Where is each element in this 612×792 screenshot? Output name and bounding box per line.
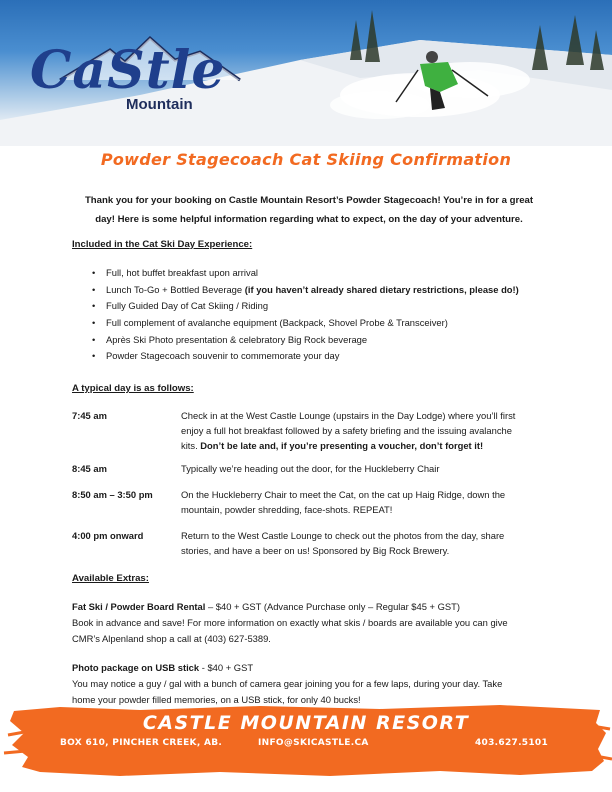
- extra-line: CMR’s Alpenland shop a call at (403) 627-5389.: [72, 633, 271, 645]
- schedule-heading: A typical day is as follows:: [72, 383, 194, 394]
- schedule-line: stories, and have a beer on us! Sponsored by Big Rock Brewery.: [181, 545, 450, 556]
- schedule-description: [181, 528, 551, 558]
- logo-subtitle: Mountain: [126, 96, 193, 113]
- schedule-description: [181, 461, 551, 476]
- header-banner: [0, 0, 612, 146]
- included-heading: Included in the Cat Ski Day Experience:: [72, 239, 253, 250]
- extra-price: - $40 + GST: [199, 662, 254, 673]
- lunch-text: Lunch To-Go + Bottled Beverage: [106, 283, 245, 295]
- schedule-line: Typically we’re heading out the door, for the Huckleberry Chair: [181, 463, 440, 474]
- schedule-warning: Don’t be late and, if you’re presenting a voucher, don’t forget it!: [200, 440, 484, 451]
- extra-line: You may notice a guy / gal with a bunch of camera gear joining you for a few laps, during your day. Take: [72, 678, 503, 690]
- extra-title: Photo package on USB stick: [72, 662, 200, 673]
- schedule-description: [181, 487, 551, 517]
- footer-address: BOX 610, PINCHER CREEK, AB.: [60, 738, 223, 748]
- schedule-row: [72, 487, 552, 519]
- extras-heading: Available Extras:: [72, 573, 149, 584]
- schedule-time: 7:45 am: [72, 410, 107, 421]
- footer-phone: 403.627.5101: [475, 738, 549, 748]
- extra-line: Book in advance and save! For more information on exactly what skis / boards are available you can give: [72, 617, 508, 629]
- included-list: [92, 265, 562, 365]
- list-item: • Fully Guided Day of Cat Skiing / Riding: [92, 298, 562, 315]
- schedule-line: [181, 438, 551, 453]
- schedule-time: 8:50 am – 3:50 pm: [72, 489, 153, 500]
- list-item: • Full complement of avalanche equipment (Backpack, Shovel Probe & Transceiver): [92, 315, 562, 332]
- logo-wordmark: CaStle: [30, 40, 226, 101]
- list-item: [92, 282, 562, 299]
- list-item: • Full, hot buffet breakfast upon arrival: [92, 265, 562, 282]
- schedule-line: Check in at the West Castle Lounge (upstairs in the Day Lodge) where you’ll first: [181, 410, 516, 421]
- schedule-row: [72, 461, 552, 477]
- extra-fatski: [72, 599, 552, 648]
- schedule-text: kits.: [181, 440, 201, 451]
- schedule-description: [181, 408, 551, 453]
- list-item: • Powder Stagecoach souvenir to commemorate your day: [92, 348, 562, 365]
- extra-title-line: [72, 599, 552, 615]
- extra-line: home your powder filled memories, on a USB stick, for only 40 bucks!: [72, 694, 361, 706]
- schedule-row: [72, 408, 552, 454]
- schedule-time: 8:45 am: [72, 463, 107, 474]
- list-item: • Après Ski Photo presentation & celebratory Big Rock beverage: [92, 332, 562, 349]
- extra-title: Fat Ski / Powder Board Rental: [72, 601, 206, 612]
- schedule-row: [72, 528, 552, 560]
- extra-title-line: [72, 660, 552, 676]
- schedule-line: mountain, powder shredding, face-shots. REPEAT!: [181, 504, 393, 515]
- intro-line-1: Thank you for your booking on Castle Mountain Resort’s Powder Stagecoach! You’re in for a great: [84, 195, 534, 206]
- schedule-line: enjoy a full hot breakfast followed by a safety briefing and the issuing avalanche: [181, 425, 512, 436]
- schedule-time: 4:00 pm onward: [72, 530, 144, 541]
- schedule-line: Return to the West Castle Lounge to check out the photos from the day, share: [181, 530, 505, 541]
- page-title: Powder Stagecoach Cat Skiing Confirmation: [100, 150, 512, 169]
- extra-price: – $40 + GST (Advance Purchase only – Regular $45 + GST): [205, 601, 461, 612]
- intro-line-2: day! Here is some helpful information regarding what to expect, on the day of your adventure.: [95, 214, 523, 225]
- extra-photo: [72, 660, 552, 709]
- lunch-note: (if you haven’t already shared dietary restrictions, please do!): [244, 283, 519, 295]
- intro-paragraph: [72, 191, 546, 229]
- footer-email[interactable]: INFO@SKICASTLE.CA: [258, 738, 369, 748]
- schedule-line: On the Huckleberry Chair to meet the Cat, on the cat up Haig Ridge, down the: [181, 489, 506, 500]
- footer-resort-name: CASTLE MOUNTAIN RESORT: [142, 712, 470, 734]
